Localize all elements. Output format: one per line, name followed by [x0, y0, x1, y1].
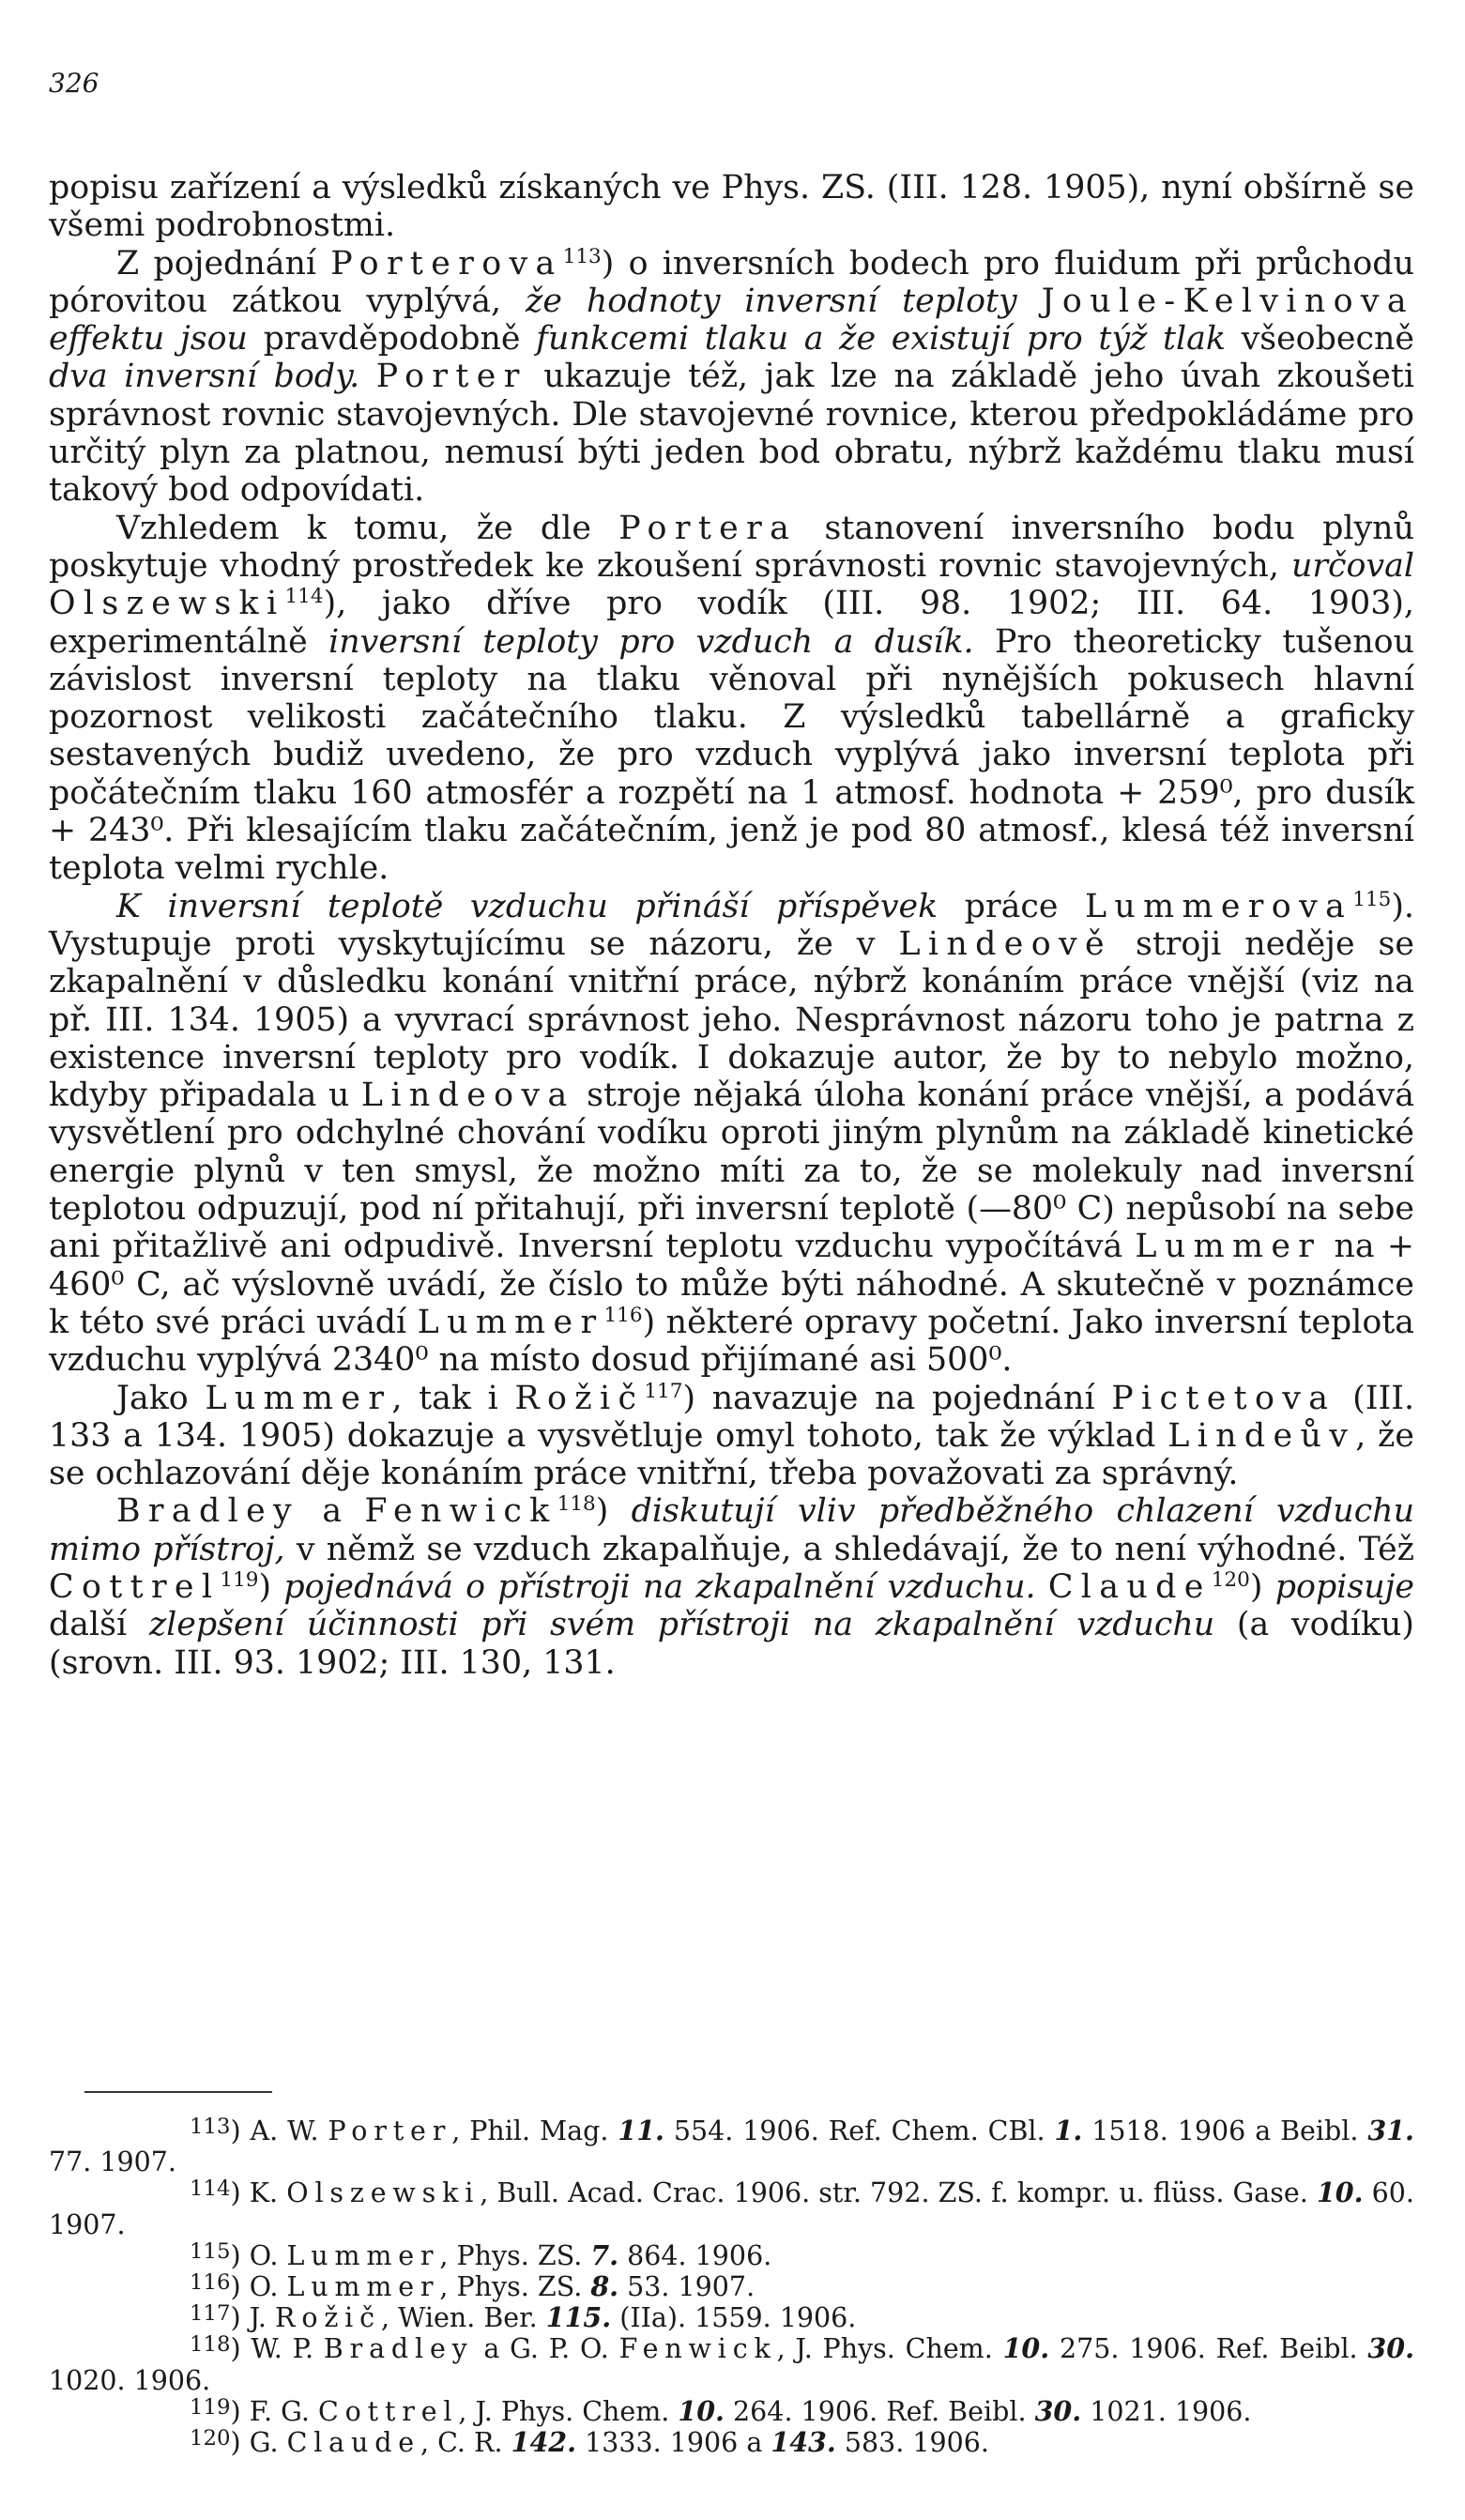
text-run: v němž se vzduch zkapalňuje, a shledávají, že to není výhodné. Též — [284, 1530, 1414, 1568]
volume-number: 10. — [1002, 2332, 1050, 2365]
text-run — [1017, 283, 1042, 320]
spaced-name: Lindeově — [898, 924, 1112, 963]
page-number: 326 — [49, 68, 99, 99]
text-run: Jako — [116, 1379, 206, 1417]
spaced-name: Claude — [286, 2427, 420, 2459]
spaced-name: Pictetova — [1111, 1379, 1336, 1417]
paragraph — [49, 1380, 1414, 1493]
footnote-number: 118 — [190, 2332, 231, 2358]
spaced-name: Lindeova — [360, 1077, 575, 1115]
spaced-name: Lummer — [1135, 1228, 1322, 1266]
footnote — [49, 2177, 1414, 2239]
footnote — [49, 2115, 1414, 2177]
footnote-reference: 115 — [1352, 887, 1392, 911]
paragraph — [49, 510, 1414, 888]
text-run: 864. 1906. — [618, 2239, 772, 2271]
italic-emphasis: K inversní teplotě vzduchu přináší příspěvek — [116, 887, 939, 925]
text-run: , Phys. ZS. — [439, 2239, 591, 2271]
footnote-reference: 119 — [220, 1568, 259, 1593]
text-run — [1036, 1568, 1048, 1606]
text-run: Pro theoreticky tušenou závislost inversní teploty na tlaku věnoval při nynějších pokusech hlavní pozornost velikosti začátečního tlaku. Z výsledků tabellárně a graficky sestavených budiž uvedeno, že pro vzduch vyplývá jako inversní teplota při počátečním tlaku 160 atmosfér a rozpětí na 1 atmosf. hodnota + 259⁰, pro dusík + 243⁰. Při klesajícím tlaku začátečním, jenž je pod 80 atmosf., klesá též inversní teplota velmi rychle. — [49, 622, 1414, 888]
italic-emphasis: inversní teploty pro vzduch a dusík. — [328, 622, 974, 661]
text-run: 264. 1906. Ref. Beibl. — [724, 2395, 1035, 2427]
text-run: další — [49, 1606, 149, 1644]
footnote — [49, 2396, 1414, 2427]
text-run: , C. R. — [420, 2427, 511, 2459]
footnote-number: 116 — [190, 2270, 231, 2296]
spaced-name: Fenwick — [618, 2333, 777, 2365]
text-run: ukazuje též, jak lze na základě jeho úvah zkoušeti správnost rovnic stavojevných. Dle stavojevné rovnice, kterou předpokládáme pro určitý plyn za platnou, nemusí býti jeden bod obratu, nýbrž každému tlaku musí takový bod odpovídati. — [49, 358, 1415, 510]
text-run: , Phil. Mag. — [451, 2115, 618, 2146]
footnote-reference: 113 — [562, 244, 602, 268]
spaced-name: Lummerova — [1084, 887, 1353, 925]
spaced-name: Fenwick — [364, 1492, 557, 1531]
volume-number: 142. — [511, 2426, 577, 2459]
volume-number: 30. — [1034, 2394, 1082, 2427]
volume-number: 8. — [590, 2270, 619, 2303]
paragraph — [49, 169, 1414, 245]
italic-emphasis: dva inversní body. — [49, 358, 360, 396]
text-run: 1021. 1906. — [1081, 2395, 1252, 2427]
text-run: 60. 1907. — [49, 2177, 1414, 2240]
text-run: ) — [595, 1492, 632, 1531]
text-run: a — [299, 1492, 365, 1531]
text-run: ) některé opravy početní. Jako inversní teplota vzduchu vyplývá 2340⁰ na místo dosud přijímané asi 500⁰. — [49, 1303, 1414, 1380]
text-run: , Phys. ZS. — [439, 2271, 591, 2303]
spaced-name: Lummer — [286, 2239, 440, 2271]
footnote-reference: 116 — [603, 1304, 643, 1328]
spaced-name: Bradley — [116, 1492, 300, 1531]
text-run: 583. 1906. — [835, 2427, 989, 2459]
italic-emphasis: že hodnoty inversní teploty — [526, 282, 1017, 320]
spaced-name: Lummer — [286, 2271, 440, 2303]
text-run: ), jako dříve pro vodík (III. 98. 1902; III. 64. 1903), experimentálně — [49, 585, 1414, 661]
text-run: 53. 1907. — [618, 2271, 755, 2303]
italic-emphasis: určoval — [1290, 546, 1414, 585]
text-run: práce — [938, 887, 1085, 925]
footnote-number: 117 — [190, 2301, 231, 2327]
volume-number: 31. — [1367, 2115, 1414, 2146]
spaced-name: Rožič — [275, 2302, 381, 2334]
body-text — [49, 169, 1414, 1682]
spaced-name: Olszewski — [286, 2177, 481, 2209]
text-run: stroji neděje se zkapalnění v důsledku konání vnitřní práce, nýbrž konáním práce vnější (viz na př. III. 134. 1905) a vyvrací správnost jeho. Nesprávnost názoru toho je patrna z existence inversní teploty pro vodík. I dokazuje autor, že by to nebylo možno, kdyby připadala u — [49, 924, 1414, 1115]
text-run: ) navazuje na pojednání — [682, 1379, 1112, 1417]
text-run: , J. Phys. Chem. — [458, 2395, 679, 2427]
spaced-name: Olszewski — [49, 585, 285, 623]
text-run — [359, 358, 376, 395]
text-run: , J. Phys. Chem. — [776, 2333, 1003, 2365]
paragraph — [49, 888, 1414, 1380]
text-run: ). Vystupuje proti vyskytujícímu se názoru, že v — [49, 887, 1414, 963]
text-run: na + 460⁰ C, ač výslovně uvádí, že číslo to může býti náhodné. A skutečně v poznámce k této své práci uvádí — [49, 1228, 1414, 1341]
text-run: ) A. W. — [230, 2115, 328, 2146]
spaced-name: Lindeův — [1167, 1416, 1356, 1455]
footnote-reference: 114 — [284, 585, 324, 609]
volume-number: 7. — [590, 2238, 619, 2271]
text-run: ) o inversních bodech pro fluidum při průchodu pórovitou zátkou vyplývá, — [49, 244, 1414, 320]
italic-emphasis: diskutují vliv předběžného chlazení vzduchu mimo přístroj, — [49, 1492, 1415, 1568]
volume-number: 143. — [771, 2426, 836, 2459]
text-run: , Bull. Acad. Crac. 1906. str. 792. ZS. f. kompr. u. flüss. Gase. — [480, 2177, 1317, 2209]
volume-number: 1. — [1054, 2115, 1083, 2146]
text-run: , tak i — [391, 1379, 515, 1417]
italic-emphasis: funkcemi tlaku a že existují pro týž tlak — [536, 320, 1226, 359]
footnote-number: 120 — [190, 2426, 231, 2451]
italic-emphasis: zlepšení účinnosti při svém přístroji na zkapalnění vzduchu — [148, 1606, 1215, 1644]
footnotes — [49, 2115, 1414, 2458]
text-run: (III. 133 a 134. 1905) dokazuje a vysvětluje omyl tohoto, tak že výklad — [49, 1379, 1415, 1455]
footnote-reference: 117 — [644, 1379, 683, 1403]
text-run: ) K. — [230, 2177, 287, 2209]
text-run: ) F. G. — [230, 2395, 319, 2427]
text-run: 77. 1907. — [49, 2146, 176, 2178]
spaced-name: Porterova — [330, 244, 563, 283]
footnote-number: 114 — [190, 2176, 231, 2202]
spaced-name: Porter — [328, 2115, 452, 2146]
volume-number: 11. — [618, 2115, 664, 2146]
text-run: 554. 1906. Ref. Chem. CBl. — [664, 2115, 1055, 2146]
paragraph — [49, 1492, 1414, 1681]
text-run: pravděpodobně — [247, 320, 537, 359]
text-run: (IIa). 1559. 1906. — [611, 2302, 857, 2334]
text-run: 1020. 1906. — [49, 2364, 211, 2396]
spaced-name: Cottrel — [318, 2395, 459, 2427]
text-run: ) — [258, 1567, 284, 1606]
text-run: Vzhledem k tomu, že dle — [116, 509, 619, 547]
spaced-name: Portera — [618, 509, 798, 547]
footnote-reference: 120 — [1211, 1568, 1250, 1593]
volume-number: 10. — [678, 2394, 725, 2427]
text-run: popisu zařízení a výsledků získaných ve Phys. ZS. (III. 128. 1905), nyní obšírně se všemi podrobnostmi. — [49, 169, 1414, 245]
spaced-name: Cottrel — [49, 1567, 221, 1606]
text-run: 275. 1906. Ref. Beibl. — [1049, 2333, 1368, 2365]
italic-emphasis: pojednává o přístroji na zkapalnění vzduchu. — [283, 1567, 1036, 1606]
footnote-divider — [84, 2091, 272, 2093]
volume-number: 10. — [1316, 2176, 1364, 2209]
footnote — [49, 2240, 1414, 2271]
footnote — [49, 2302, 1414, 2333]
text-run: ) J. — [230, 2302, 276, 2334]
text-run: , Wien. Ber. — [380, 2302, 546, 2334]
volume-number: 115. — [545, 2301, 612, 2334]
spaced-name: Claude — [1047, 1567, 1212, 1606]
footnote — [49, 2271, 1414, 2302]
footnote — [49, 2427, 1414, 2458]
text-run: , že se ochlazování děje konáním práce vnitřní, třeba považovati za správný. — [49, 1416, 1414, 1493]
paragraph — [49, 245, 1414, 510]
text-run: ) O. — [230, 2239, 287, 2271]
text-run: ) — [1249, 1567, 1275, 1606]
text-run: a G. P. O. — [473, 2333, 619, 2365]
italic-emphasis: popisuje — [1274, 1567, 1414, 1606]
text-run: Z pojednání — [116, 244, 331, 283]
footnote-number: 113 — [190, 2115, 231, 2140]
text-run: stroje nějaká úloha konání práce vnější, a podává vysvětlení pro odchylné chování vodíku oproti jiným plynům na základě kinetické energie plynů v ten smysl, že možno míti za to, že se molekuly nad inversní teplotou odpuzují, pod ní přitahují, při inversní teplotě (—80⁰ C) nepůsobí na sebe ani přitažlivě ani odpudivě. Inversní teplotu vzduchu vypočítává — [49, 1077, 1414, 1266]
text-run: ) W. P. — [230, 2333, 324, 2365]
text-run: (a vodíku) (srovn. III. 93. 1902; III. 130, 131. — [49, 1606, 1414, 1682]
footnote-number: 115 — [190, 2238, 231, 2264]
spaced-name: Joule-Kelvinova — [1041, 282, 1414, 320]
footnote-reference: 118 — [557, 1492, 596, 1517]
footnote-number: 119 — [190, 2395, 231, 2420]
spaced-name: Rožič — [514, 1379, 645, 1417]
text-run: stanovení inversního bodu plynů poskytuje vhodný prostředek ke zkoušení správnosti rovnic stavojevných, — [49, 509, 1414, 585]
spaced-name: Lummer — [205, 1379, 392, 1417]
text-run: 1518. 1906 a Beibl. — [1082, 2115, 1368, 2146]
text-run: ) O. — [230, 2271, 287, 2303]
text-run: 1333. 1906 a — [576, 2427, 771, 2459]
volume-number: 30. — [1367, 2332, 1414, 2365]
text-run: všeobecně — [1225, 320, 1414, 359]
spaced-name: Bradley — [323, 2333, 474, 2365]
text-run: ) G. — [230, 2427, 287, 2459]
spaced-name: Porter — [375, 358, 527, 396]
spaced-name: Lummer — [417, 1303, 604, 1341]
footnote — [49, 2333, 1414, 2395]
italic-emphasis: effektu jsou — [49, 320, 248, 359]
